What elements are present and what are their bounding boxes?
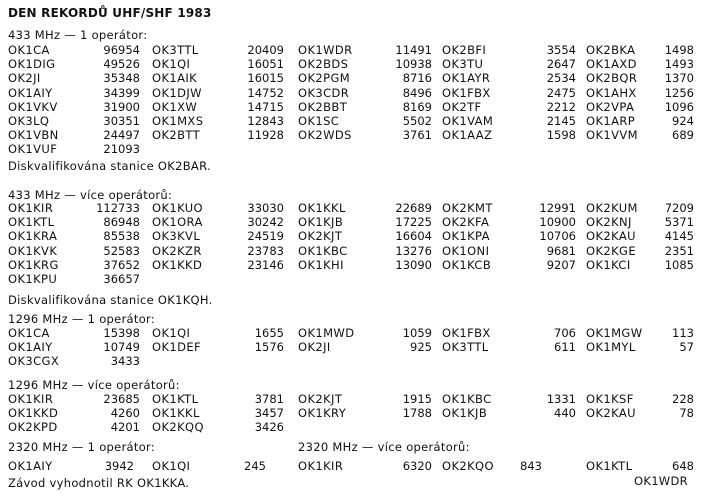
score: 33030	[247, 201, 284, 215]
score: 5371	[664, 215, 694, 230]
callsign: OK1KKL	[152, 406, 200, 421]
callsign: OK1KKD	[8, 406, 59, 421]
callsign: OK1FBX	[442, 85, 491, 100]
callsign: OK1AIY	[8, 85, 53, 100]
callsign: OK2KPD	[8, 420, 58, 435]
score: 16051	[247, 57, 284, 72]
callsign: OK1ARP	[586, 114, 636, 128]
callsign: OK1KTL	[152, 392, 199, 406]
callsign: OK1WDR	[298, 43, 353, 57]
score: 706	[554, 326, 576, 340]
callsign: OK2KJT	[298, 229, 343, 244]
score: 23146	[247, 257, 284, 272]
score: 5502	[402, 114, 432, 128]
callsign: OK1KRG	[8, 257, 59, 272]
score: 2351	[664, 243, 694, 258]
score: 24519	[247, 229, 284, 244]
callsign: OK1QI	[152, 326, 191, 340]
score: 57	[679, 340, 694, 355]
score: 20409	[247, 43, 284, 57]
callsign: OK1MXS	[152, 114, 204, 128]
callsign: OK1QI	[152, 459, 191, 473]
callsign: OK1VAM	[442, 114, 494, 128]
callsign: OK1MWD	[298, 326, 355, 340]
callsign: OK1DEF	[152, 340, 202, 355]
score: 1915	[402, 392, 432, 406]
callsign: OK1KTL	[586, 459, 633, 473]
callsign: OK1AAZ	[442, 128, 493, 143]
score: 35348	[103, 71, 140, 86]
score: 3761	[402, 128, 432, 143]
callsign: OK1KKL	[298, 201, 346, 215]
section-heading: 433 MHz — 1 operátor:	[8, 28, 148, 42]
score: 648	[672, 459, 694, 473]
score: 21093	[103, 142, 140, 157]
score: 16604	[395, 229, 432, 244]
callsign: OK1KVK	[8, 243, 58, 258]
score: 3457	[254, 406, 284, 421]
callsign: OK1DJW	[152, 85, 202, 100]
callsign: OK1VVM	[586, 128, 638, 143]
callsign: OK2KGE	[586, 243, 637, 258]
disqualification-note: Diskvalifikována stanice OK2BAR.	[8, 159, 211, 173]
score: 13276	[395, 243, 432, 258]
score: 3433	[110, 354, 140, 369]
score: 1331	[546, 392, 576, 406]
score: 2475	[546, 85, 576, 100]
callsign: OK1KKD	[152, 257, 203, 272]
score: 3426	[254, 420, 284, 435]
score: 10749	[103, 340, 140, 355]
score: 1598	[546, 128, 576, 143]
callsign: OK1KUO	[152, 201, 204, 215]
score: 37652	[103, 257, 140, 272]
section-heading: 1296 MHz — 1 operátor:	[8, 312, 156, 326]
callsign: OK1AIK	[152, 71, 198, 86]
score: 245	[244, 459, 266, 473]
callsign: OK1CA	[8, 43, 50, 57]
section-heading: 433 MHz — více operátorů:	[8, 188, 173, 202]
score: 4145	[664, 229, 694, 244]
callsign: OK3TU	[442, 57, 484, 72]
callsign: OK1SC	[298, 114, 340, 128]
score: 10900	[539, 215, 576, 230]
score: 11491	[395, 43, 432, 57]
callsign: OK1FBX	[442, 326, 491, 340]
score: 2145	[546, 114, 576, 128]
score: 22689	[395, 201, 432, 215]
score: 3781	[254, 392, 284, 406]
callsign: OK2KMT	[442, 201, 493, 215]
score: 1493	[664, 57, 694, 72]
score: 14752	[247, 85, 284, 100]
score: 1059	[402, 326, 432, 340]
score: 1096	[664, 99, 694, 114]
score: 11928	[247, 128, 284, 143]
callsign: OK1QI	[152, 57, 191, 72]
callsign: OK1KHI	[298, 257, 344, 272]
score: 4260	[110, 406, 140, 421]
callsign: OK2BKA	[586, 43, 636, 57]
score: 112733	[96, 201, 140, 215]
callsign: OK1AIY	[8, 459, 53, 473]
score: 30351	[103, 114, 140, 128]
callsign: OK1KIR	[8, 201, 54, 215]
callsign: OK1KIR	[298, 459, 344, 473]
callsign: OK1KBC	[442, 392, 492, 406]
callsign: OK2KAU	[586, 406, 636, 421]
score: 3942	[104, 459, 134, 473]
section-heading-2320-multi: 2320 MHz — více operátorů:	[298, 440, 470, 454]
score: 96954	[103, 43, 140, 57]
score: 1655	[254, 326, 284, 340]
score: 78	[679, 406, 694, 421]
score: 2534	[546, 71, 576, 86]
callsign: OK3KVL	[152, 229, 201, 244]
score: 6320	[402, 459, 432, 473]
score: 1788	[402, 406, 432, 421]
callsign: OK1KPA	[442, 229, 490, 244]
score: 9681	[546, 243, 576, 258]
callsign: OK2KQO	[442, 459, 494, 473]
score: 228	[672, 392, 694, 406]
callsign: OK2KFA	[442, 215, 490, 230]
score: 3554	[546, 43, 576, 57]
score: 4201	[110, 420, 140, 435]
score: 23783	[247, 243, 284, 258]
callsign: OK1KCB	[442, 257, 492, 272]
score: 31900	[103, 99, 140, 114]
callsign: OK2PGM	[298, 71, 351, 86]
evaluation-note: Závod vyhodnotil RK OK1KKA.	[8, 476, 190, 490]
score: 30242	[247, 215, 284, 230]
callsign: OK3LQ	[8, 114, 50, 128]
score: 440	[554, 406, 576, 421]
callsign: OK2JI	[8, 71, 41, 86]
score: 14715	[247, 99, 284, 114]
score: 843	[520, 459, 542, 473]
section-heading: 1296 MHz — více operátorů:	[8, 378, 180, 392]
score: 2212	[546, 99, 576, 114]
score: 15398	[103, 326, 140, 340]
callsign: OK1KBC	[298, 243, 348, 258]
callsign: OK1KIR	[8, 392, 54, 406]
score: 924	[672, 114, 694, 128]
callsign: OK1KRY	[298, 406, 347, 421]
callsign: OK1CA	[8, 326, 50, 340]
callsign: OK1KRA	[8, 229, 58, 244]
callsign: OK1MGW	[586, 326, 643, 340]
score: 36657	[103, 272, 140, 286]
score: 8169	[402, 99, 432, 114]
callsign: OK2BTT	[152, 128, 201, 143]
callsign: OK2WDS	[298, 128, 352, 143]
score: 7209	[664, 201, 694, 215]
callsign: OK2BQR	[586, 71, 638, 86]
score: 1085	[664, 257, 694, 272]
score: 34399	[103, 85, 140, 100]
score: 113	[672, 326, 694, 340]
callsign: OK1AIY	[8, 340, 53, 355]
author-signature: OK1WDR	[634, 474, 688, 488]
score: 49526	[103, 57, 140, 72]
callsign: OK1DIG	[8, 57, 56, 72]
score: 1256	[664, 85, 694, 100]
callsign: OK1AHX	[586, 85, 637, 100]
callsign: OK3CGX	[8, 354, 60, 369]
callsign: OK1KSF	[586, 392, 634, 406]
callsign: OK1XW	[152, 99, 198, 114]
score: 8496	[402, 85, 432, 100]
callsign: OK2KAU	[586, 229, 636, 244]
callsign: OK2VPA	[586, 99, 635, 114]
callsign: OK1AYR	[442, 71, 491, 86]
score: 12991	[539, 201, 576, 215]
callsign: OK1VBN	[8, 128, 59, 143]
callsign: OK2KNJ	[586, 215, 632, 230]
callsign: OK2JI	[298, 340, 331, 355]
callsign: OK1KPU	[8, 272, 58, 286]
score: 16015	[247, 71, 284, 86]
section-heading-2320-single: 2320 MHz — 1 operátor:	[8, 440, 156, 454]
disqualification-note: Diskvalifikována stanice OK1KQH.	[8, 293, 213, 307]
score: 9207	[546, 257, 576, 272]
callsign: OK1AXD	[586, 57, 637, 72]
score: 12843	[247, 114, 284, 128]
callsign: OK1ONI	[442, 243, 490, 258]
callsign: OK1KJB	[442, 406, 488, 421]
score: 24497	[103, 128, 140, 143]
score: 1576	[254, 340, 284, 355]
callsign: OK2BDS	[298, 57, 349, 72]
callsign: OK1MYL	[586, 340, 636, 355]
callsign: OK1KTL	[8, 215, 55, 230]
score: 1370	[664, 71, 694, 86]
callsign: OK2BBT	[298, 99, 348, 114]
score: 2647	[546, 57, 576, 72]
score: 8716	[402, 71, 432, 86]
callsign: OK1ORA	[152, 215, 203, 230]
callsign: OK2KZR	[152, 243, 202, 258]
score: 611	[554, 340, 576, 355]
callsign: OK2BFI	[442, 43, 487, 57]
callsign: OK1VKV	[8, 99, 58, 114]
callsign: OK3TTL	[152, 43, 199, 57]
score: 10706	[539, 229, 576, 244]
callsign: OK1KCI	[586, 257, 631, 272]
page-title: DEN REKORDŮ UHF/SHF 1983	[8, 6, 212, 20]
callsign: OK1VUF	[8, 142, 58, 157]
score: 689	[672, 128, 694, 143]
callsign: OK2KUM	[586, 201, 638, 215]
callsign: OK2TF	[442, 99, 482, 114]
callsign: OK3CDR	[298, 85, 350, 100]
score: 13090	[395, 257, 432, 272]
score: 10938	[395, 57, 432, 72]
score: 23685	[103, 392, 140, 406]
callsign: OK2KJT	[298, 392, 343, 406]
score: 85538	[103, 229, 140, 244]
callsign: OK3TTL	[442, 340, 489, 355]
score: 1498	[664, 43, 694, 57]
callsign: OK2KQQ	[152, 420, 204, 435]
score: 52583	[103, 243, 140, 258]
callsign: OK1KJB	[298, 215, 344, 230]
score: 86948	[103, 215, 140, 230]
score: 17225	[395, 215, 432, 230]
score: 925	[410, 340, 432, 355]
